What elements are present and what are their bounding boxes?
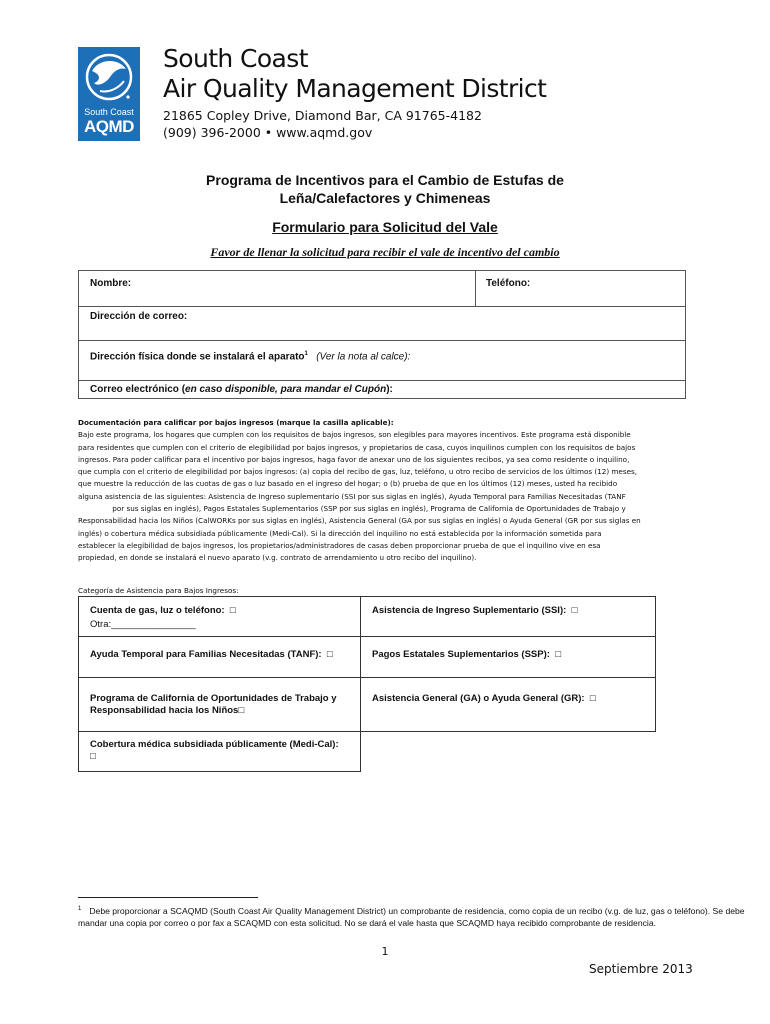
calworks-option [90,693,337,717]
form-instruction: Favor de llenar la solicitud para recibir el vale de incentivo del cambio [210,245,560,259]
documentation-heading: Documentación para calificar por bajos ingresos (marque la casilla aplicable): [78,418,394,427]
correo-electronico-field[interactable] [90,384,393,395]
ga-gr-option [372,693,596,705]
page-number: 1 [381,945,389,958]
doc-line: ingresos. Para poder calificar para el incentivo por bajos ingresos, haga favor de anexar uno de los siguientes recibos, ya sea como residente o inquilino, [78,454,630,464]
doc-line: Responsabilidad hacia los Niños (CalWORKs por sus siglas en inglés), Asistencia General (GA por sus siglas en inglés) o Ayuda General (GR por sus siglas en [78,516,641,526]
cuenta-label: Cuenta de gas, luz o teléfono: [90,605,225,616]
org-contact: (909) 396-2000 • www.aqmd.gov [163,125,373,140]
org-address: 21865 Copley Drive, Diamond Bar, CA 91765-4182 [163,108,482,123]
calworks-label-line1: Programa de California de Oportunidades de Trabajo y [90,693,337,704]
direccion-fisica-note: (Ver la nota al calce): [316,351,411,363]
medical-option [90,739,339,763]
page-title-line2: Leña/Calefactores y Chimeneas [279,190,491,206]
telefono-field[interactable]: Teléfono: [486,278,531,289]
doc-line: Bajo este programa, los hogares que cumplen con los requisitos de bajos ingresos, son elegibles para mayores incentivos. Este programa está disponible [78,430,631,440]
direccion-fisica-field[interactable] [90,351,410,362]
footnote-ref: 1 [304,351,308,357]
category-label: Categoría de Asistencia para Bajos Ingresos: [78,586,239,595]
aqmd-logo [78,47,140,141]
globe-icon [78,47,140,107]
doc-line: propiedad, en donde se instalará el nuevo aparato (v.g. contrato de arrendamiento u otro recibo del inquilino). [78,553,477,563]
ga-gr-label: Asistencia General (GA) o Ayuda General (GR): [372,693,585,704]
ssi-label: Asistencia de Ingreso Suplementario (SSI): [372,605,567,616]
tanf-checkbox[interactable]: □ [326,649,333,660]
tanf-label: Ayuda Temporal para Familias Necesitadas (TANF): [90,649,322,660]
ssp-option [372,649,561,661]
ssp-checkbox[interactable]: □ [555,649,561,660]
tanf-option [90,649,333,661]
footnote-separator [78,897,258,898]
org-name-line2: Air Quality Management District [163,74,547,103]
logo-text-small: South Coast [84,107,134,117]
ssi-checkbox[interactable]: □ [571,605,578,616]
cuenta-checkbox[interactable]: □ [229,605,236,616]
org-name-line1: South Coast [163,44,308,73]
footnote [78,903,758,929]
logo-text-large: AQMD [84,117,134,136]
row-divider-1 [78,306,686,307]
doc-line: por sus siglas en inglés), Pagos Estatales Suplementarios (SSP por sus siglas en inglés), Programa de California de Oportunidades de Trabajo y [78,504,626,514]
direccion-fisica-label: Dirección física donde se instalará el aparato [90,351,305,363]
doc-line: alguna asistencia de las siguientes: Asistencia de Ingreso suplementario (SSI por sus siglas en inglés), Ayuda Temporal para Familias Necesitadas (TANF [78,491,626,501]
nombre-field[interactable]: Nombre: [90,278,132,289]
footnote-text: Debe proporcionar a SCAQMD (South Coast Air Quality Management District) un comprobante de residencia, como copia de un recibo (v.g. de luz, gas o teléfono). Se debe mandar una copia por correo o por fax a SCAQMD con esta solicitud. No se dará el vale hasta que SCAQMD haya recibido comprobante de residencia. [78,905,745,928]
doc-line: inglés) o cobertura médica subsidiada públicamente (Medi-Cal). Si la dirección del inquilino no está establecida por la información sometida para [78,528,602,538]
ssi-option [372,605,577,617]
correo-label-pre: Correo electrónico ( [90,384,186,395]
cuenta-option [90,605,236,617]
ga-gr-checkbox[interactable]: □ [589,693,596,704]
document-date: Septiembre 2013 [589,962,693,976]
doc-line: establecer la elegibilidad de bajos ingresos, los propietarios/administradores de casas deben proporcionar prueba de que el inquilino vive en esa [78,540,601,550]
documentation-section [78,417,706,565]
ssp-label: Pagos Estatales Suplementarios (SSP): [372,649,550,660]
medical-label: Cobertura médica subsidiada públicamente (Medi-Cal): [90,739,339,750]
direccion-correo-field[interactable]: Dirección de correo: [90,311,188,322]
row-divider-3 [78,380,686,381]
calworks-label-line2: Responsabilidad hacia los Niños [90,705,239,716]
otra-field[interactable]: Otra:________________ [90,619,196,630]
calworks-checkbox[interactable]: □ [238,705,245,716]
row-divider-2 [78,340,686,341]
correo-label-italic: en caso disponible, para mandar el Cupón [185,384,387,395]
footnote-number: 1 [78,906,82,912]
form-subtitle: Formulario para Solicitud del Vale [272,219,498,235]
doc-line: que cumpla con el criterio de elegibilidad por bajos ingresos: (a) copia del recibo de gas, luz, teléfono, u otro recibo de servicios de los últimos (12) meses, [78,467,638,477]
doc-line: que muestre la reducción de las cuotas de gas o luz basado en el ingreso del hogar; o (b) prueba de que en los últimos (12) meses, usted ha recibido [78,479,618,489]
doc-line: para residentes que cumplen con el criterio de elegibilidad por bajos ingresos, y propietarios de casa, cuyos inquilinos cumplen con los requisitos de bajos [78,442,636,452]
correo-label-post: ): [386,384,393,395]
page-title-line1: Programa de Incentivos para el Cambio de Estufas de [206,172,564,188]
medical-checkbox[interactable]: □ [90,751,96,762]
name-phone-divider [475,270,476,307]
